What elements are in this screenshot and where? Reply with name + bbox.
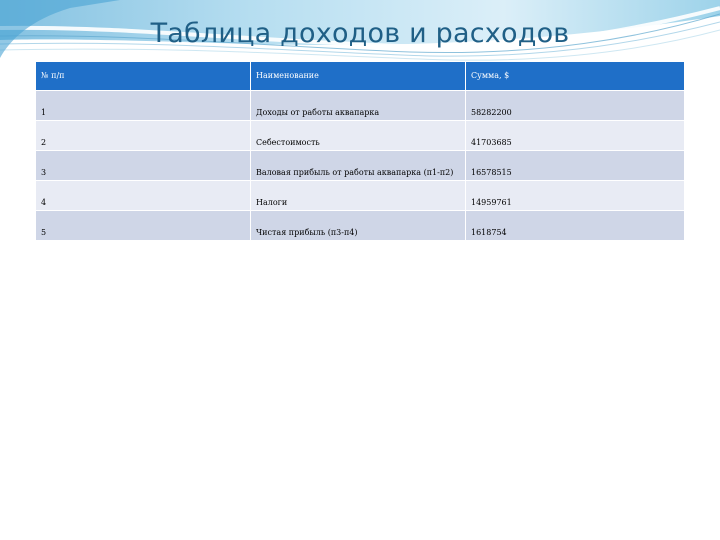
header-number: № п/п	[36, 62, 251, 91]
page-title: Таблица доходов и расходов	[150, 18, 570, 49]
row-number: 1	[36, 91, 251, 121]
row-name: Налоги	[251, 181, 466, 211]
income-expense-table	[35, 61, 685, 241]
header-amount: Сумма, $	[466, 62, 685, 91]
row-name: Доходы от работы аквапарка	[251, 91, 466, 121]
row-number: 5	[36, 211, 251, 241]
table-row	[36, 181, 685, 211]
row-number: 2	[36, 121, 251, 151]
row-amount: 41703685	[466, 121, 685, 151]
header-name: Наименование	[251, 62, 466, 91]
row-number: 3	[36, 151, 251, 181]
row-amount: 1618754	[466, 211, 685, 241]
table-row	[36, 91, 685, 121]
table-row	[36, 211, 685, 241]
table-row	[36, 121, 685, 151]
row-amount: 16578515	[466, 151, 685, 181]
row-name: Себестоимость	[251, 121, 466, 151]
row-name: Валовая прибыль от работы аквапарка (п1-п2)	[251, 151, 466, 181]
row-amount: 14959761	[466, 181, 685, 211]
row-amount: 58282200	[466, 91, 685, 121]
row-number: 4	[36, 181, 251, 211]
table-header-row	[36, 62, 685, 91]
table-row	[36, 151, 685, 181]
row-name: Чистая прибыль (п3-п4)	[251, 211, 466, 241]
